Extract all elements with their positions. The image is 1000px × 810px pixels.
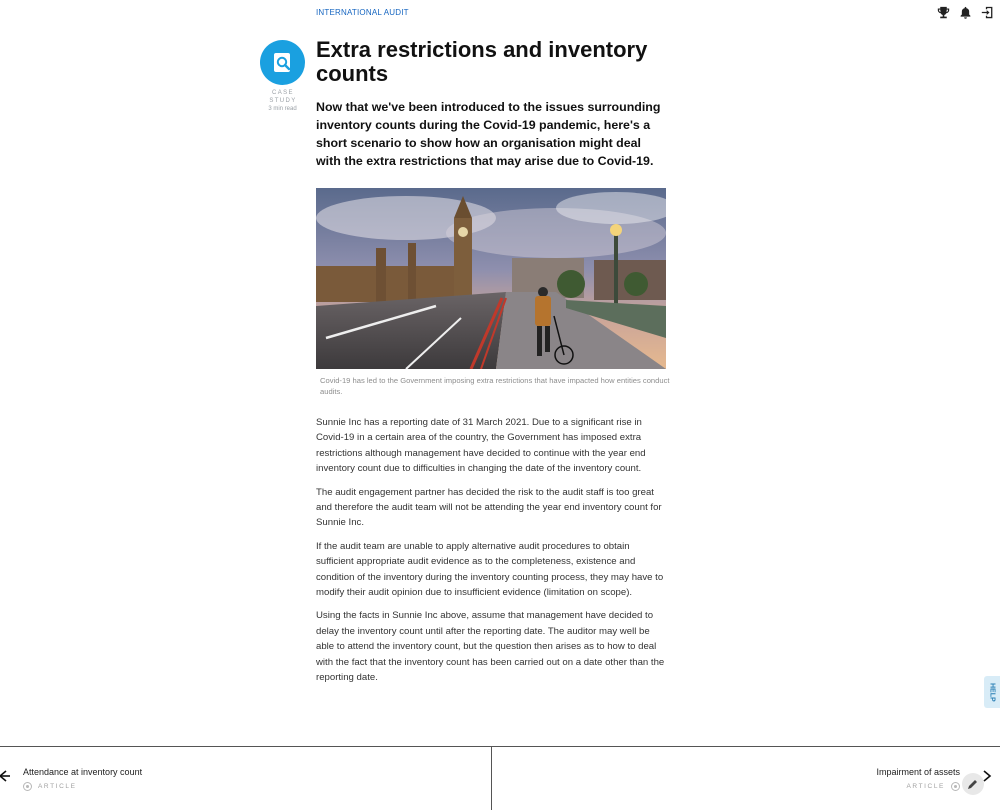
article-icon	[951, 782, 960, 791]
edit-button[interactable]	[962, 773, 984, 795]
article-icon	[23, 782, 32, 791]
bell-icon[interactable]	[959, 6, 972, 19]
trophy-icon[interactable]	[937, 6, 950, 19]
arrow-left-icon	[0, 769, 10, 783]
previous-article-title: Attendance at inventory count	[23, 767, 143, 777]
article-image	[316, 188, 666, 369]
image-caption: Covid-19 has led to the Government imposing extra restrictions that have impacted how entities conduct audits.	[320, 376, 670, 396]
page-title: Extra restrictions and inventory counts	[316, 37, 648, 86]
breadcrumb[interactable]: INTERNATIONAL AUDIT	[316, 8, 409, 17]
pencil-icon	[967, 778, 979, 790]
case-study-badge	[260, 40, 305, 112]
next-article-title: Impairment of assets	[876, 767, 960, 777]
next-article-kind	[906, 782, 960, 791]
magnifier-icon	[260, 40, 305, 85]
read-time: 3 min read	[268, 106, 297, 112]
paragraph: Using the facts in Sunnie Inc above, assume that management have decided to delay the inventory count until after the reporting date. The auditor may well be able to attend the inventory count, but the question then arises as to how to deal with the fact that the inventory count has been carried out on a date other than the reporting date.	[316, 610, 665, 684]
previous-article-kind	[23, 782, 77, 791]
paragraph: The audit engagement partner has decided the risk to the audit staff is too great and therefore the audit team will not be attending the year end inventory count for Sunnie Inc.	[316, 486, 662, 529]
header-icons	[937, 6, 994, 19]
paragraph: Sunnie Inc has a reporting date of 31 March 2021. Due to a significant rise in Covid-19 in a certain area of the country, the Government has imposed extra restrictions although management have decided to continue with the year end inventory count due to difficulties in changing the date of the inventory count.	[316, 417, 646, 475]
paragraph: If the audit team are unable to apply alternative audit procedures to obtain sufficient appropriate audit evidence as to the completeness, existence and condition of the inventory during the inventory counting process, they may have to modify their audit opinion due to insufficient evidence (limitation on scope).	[316, 540, 664, 599]
logout-icon[interactable]	[981, 6, 994, 19]
article-lede: Now that we've been introduced to the issues surrounding inventory counts during the Covid-19 pandemic, here's a short scenario to show how an organisation might deal with the extra restrictions that may arise due to Covid-19.	[316, 100, 661, 168]
previous-article-kind-label: ARTICLE	[38, 783, 77, 790]
content-type-label: CASE STUDY	[269, 90, 297, 104]
next-article-kind-label: ARTICLE	[906, 783, 945, 790]
previous-article-link[interactable]	[0, 747, 491, 810]
next-article-link[interactable]	[492, 747, 1000, 810]
article-body	[316, 415, 666, 694]
help-tab[interactable]: HELP	[984, 676, 1000, 708]
